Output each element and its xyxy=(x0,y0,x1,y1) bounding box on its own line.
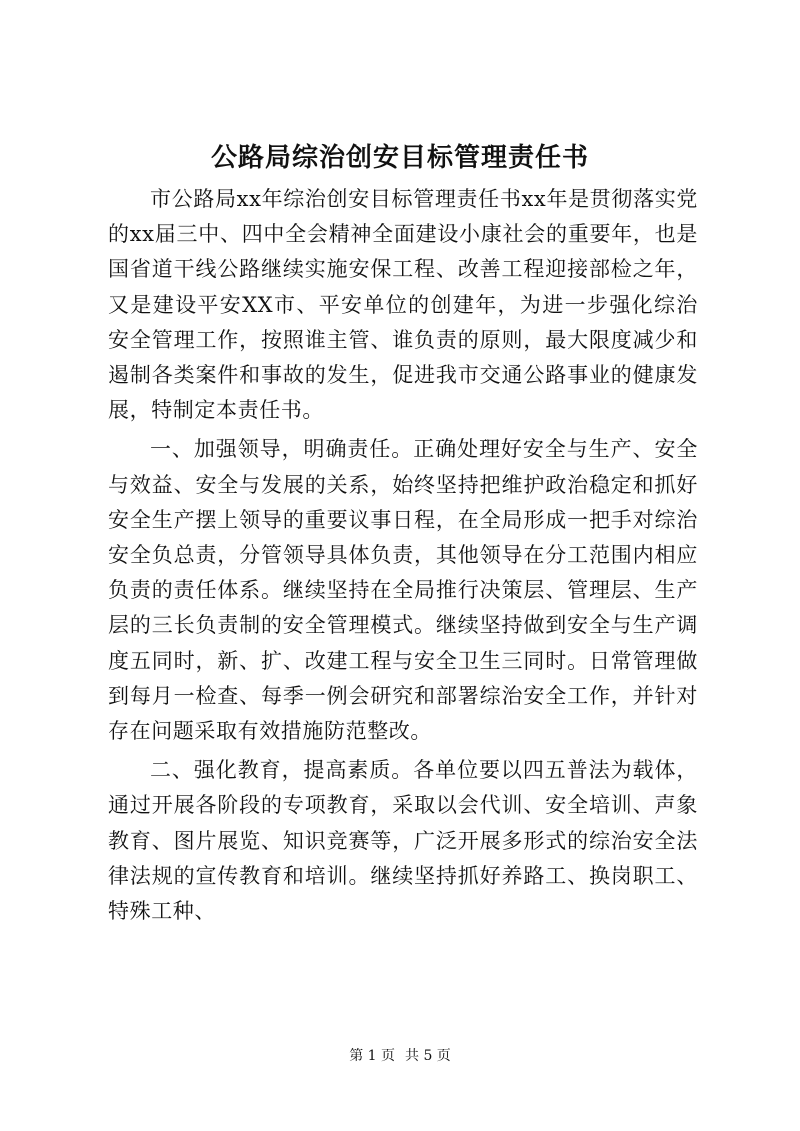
page-number: 第 1 页 xyxy=(349,1048,395,1064)
paragraph-section-two: 二、强化教育，提高素质。各单位要以四五普法为载体，通过开展各阶段的专项教育，采取以会代训、安全培训、声象教育、图片展览、知识竞赛等，广泛开展多形式的综治安全法律法规的宣传教育和培训。继续坚持抓好养路工、换岗职工、特殊工种、 xyxy=(108,758,698,924)
paragraph-intro: 市公路局xx年综治创安目标管理责任书xx年是贯彻落实党的xx届三中、四中全会精神全面建设小康社会的重要年，也是国省道干线公路继续实施安保工程、改善工程迎接部检之年，又是建设平安XX市、平安单位的创建年，为进一步强化综治安全管理工作，按照谁主管、谁负责的原则，最大限度减少和遏制各类案件和事故的发生，促进我市交通公路事业的健康发展，特制定本责任书。 xyxy=(108,187,698,423)
document-body xyxy=(108,182,698,929)
page-footer xyxy=(0,1046,800,1066)
page-total: 共 5 页 xyxy=(405,1048,451,1064)
document-title: 公路局综治创安目标管理责任书 xyxy=(210,143,589,173)
paragraph-section-one: 一、加强领导，明确责任。正确处理好安全与生产、安全与效益、安全与发展的关系，始终坚持把维护政治稳定和抓好安全生产摆上领导的重要议事日程，在全局形成一把手对综治安全负总责，分管领导具体负责，其他领导在分工范围内相应负责的责任体系。继续坚持在全局推行决策层、管理层、生产层的三长负责制的安全管理模式。继续坚持做到安全与生产调度五同时，新、扩、改建工程与安全卫生三同时。日常管理做到每月一检查、每季一例会研究和部署综治安全工作，并针对存在问题采取有效措施防范整改。 xyxy=(108,437,698,744)
